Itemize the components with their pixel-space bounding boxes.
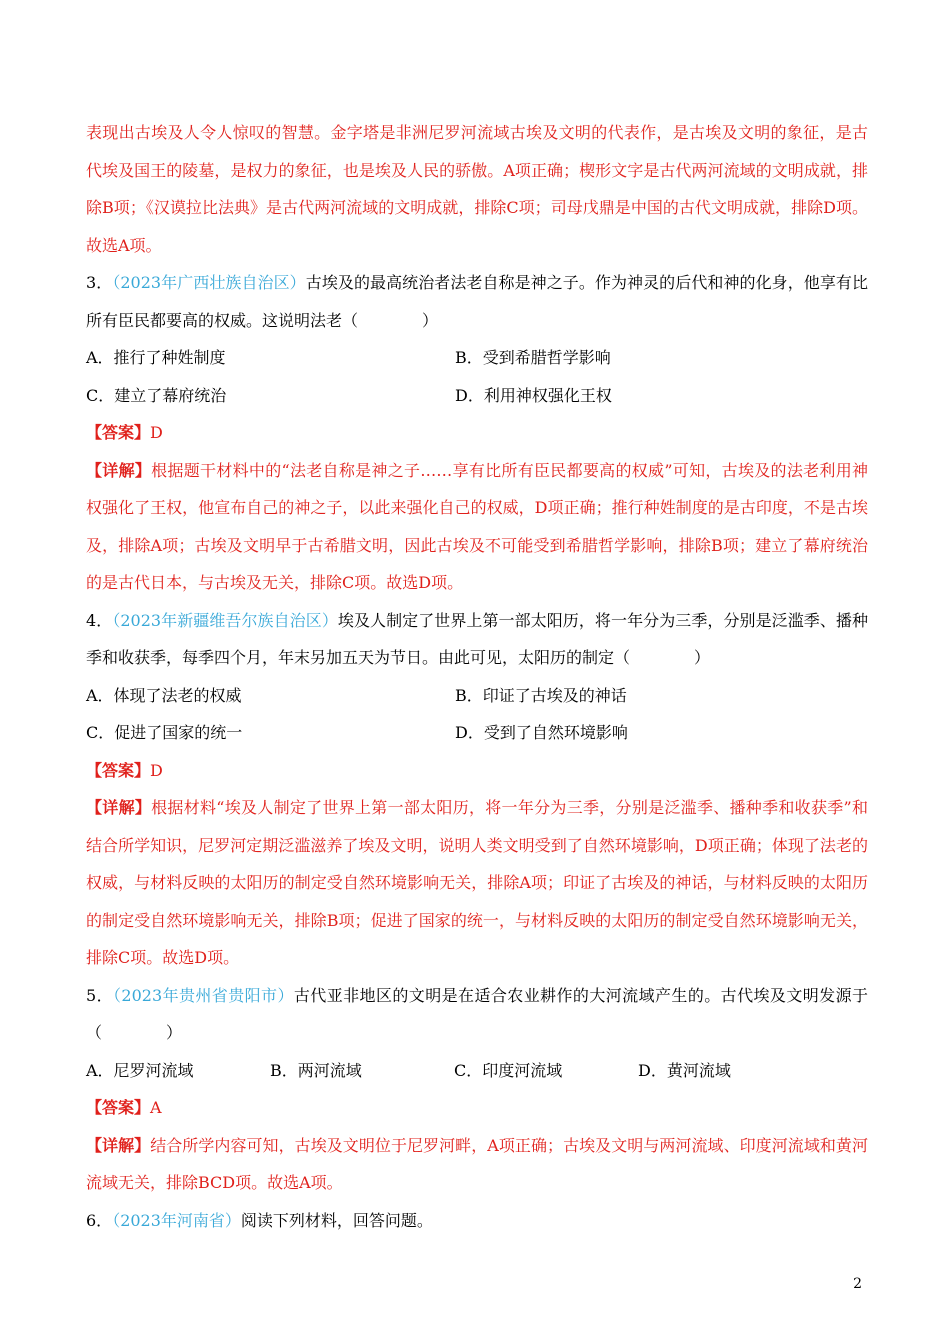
source-tag: （2023年贵州省贵阳市）: [113, 985, 294, 1005]
options-row: [86, 377, 868, 415]
option-b: B．印证了古埃及的神话: [455, 685, 627, 705]
source-tag: （2023年新疆维吾尔族自治区）: [112, 610, 338, 630]
option-c: C．促进了国家的统一: [86, 723, 243, 742]
question-4: [86, 602, 868, 977]
options-row: [86, 677, 868, 715]
detail-text: 根据题干材料中的“法老自称是神之子……享有比所有臣民都要高的权威”可知，古埃及的法老利用神权强化了王权，他宣布自己的神之子，以此来强化自己的权威，D项正确；推行种姓制度的是古印度，不是古埃及，排除A项；古埃及文明早于古希腊文明，因此古埃及不可能受到希腊哲学影响，排除B项；建立了幕府统治的是古代日本，与古埃及无关，排除C项。故选D项。: [86, 460, 868, 592]
option-d: D．受到了自然环境影响: [455, 723, 628, 742]
options-row: [86, 714, 868, 752]
detail-text: 结合所学内容可知，古埃及文明位于尼罗河畔，A项正确；古埃及文明与两河流域、印度河流域和黄河流域无关，排除BCD项。故选A项。: [86, 1135, 868, 1192]
option-a: A．尼罗河流域: [86, 1060, 194, 1080]
detail-paragraph: [86, 452, 868, 602]
source-tag: （2023年河南省）: [112, 1210, 241, 1230]
answer-value: D: [150, 423, 163, 442]
answer-line: [86, 752, 868, 790]
answer-label: 【答案】: [86, 1098, 151, 1117]
question-3: [86, 264, 868, 602]
page-number: 2: [853, 1276, 862, 1292]
detail-text: 根据材料“埃及人制定了世界上第一部太阳历，将一年分为三季，分别是泛滥季、播种季和收获季”和结合所学知识，尼罗河定期泛滥滋养了埃及文明，说明人类文明受到了自然环境影响，D项正确；体现了法老的权威，与材料反映的太阳历的制定受自然环境影响无关，排除A项；印证了古埃及的神话，与材料反映的太阳历的制定受自然环境影响无关，排除B项；促进了国家的统一，与材料反映的太阳历的制定受自然环境影响无关，排除C项。故选D项。: [86, 798, 868, 967]
carryover-explanation: 表现出古埃及人令人惊叹的智慧。金字塔是非洲尼罗河流域古埃及文明的代表作，是古埃及文明的象征，是古代埃及国王的陵墓，是权力的象征，也是埃及人民的骄傲。A项正确；楔形文字是古代两河流域的文明成就，排除B项；《汉谟拉比法典》是古代两河流域的文明成就，排除C项；司母戊鼎是中国的古代文明成就，排除D项。故选A项。: [86, 123, 868, 255]
question-number: 4．: [86, 610, 113, 630]
option-b: B．两河流域: [270, 1060, 362, 1080]
stem-text: 古代亚非地区的文明是在适合农业耕作的大河流域产生的。古代埃及文明发源于（ ）: [86, 985, 868, 1042]
answer-label: 【答案】: [86, 423, 151, 442]
detail-paragraph: [86, 1127, 868, 1202]
detail-label: 【详解】: [86, 460, 152, 480]
source-tag: （2023年广西壮族自治区）: [112, 273, 306, 292]
question-number: 3．: [86, 273, 113, 292]
answer-label: 【答案】: [86, 760, 151, 780]
stem-text: 阅读下列材料，回答问题。: [240, 1210, 433, 1230]
question-6: [86, 1202, 868, 1240]
stem-text: 古埃及的最高统治者法老自称是神之子。作为神灵的后代和神的化身，他享有比所有臣民都要高的权威。这说明法老（ ）: [86, 273, 868, 330]
question-number: 6．: [86, 1210, 113, 1230]
detail-label: 【详解】: [86, 1135, 151, 1155]
option-a: A．体现了法老的权威: [86, 685, 242, 705]
question-stem: [86, 264, 868, 339]
stem-text: 埃及人制定了世界上第一部太阳历，将一年分为三季，分别是泛滥季、播种季和收获季，每季四个月，年末另加五天为节日。由此可见，太阳历的制定（ ）: [86, 610, 868, 667]
option-d: D．利用神权强化王权: [455, 385, 612, 405]
detail-label: 【详解】: [86, 798, 152, 817]
answer-line: [86, 1089, 868, 1127]
question-number: 5．: [86, 985, 114, 1005]
question-stem: [86, 1202, 868, 1240]
question-stem: [86, 977, 868, 1052]
answer-line: [86, 414, 868, 452]
option-c: C．建立了幕府统治: [86, 385, 227, 405]
options-row: [86, 1052, 868, 1090]
answer-value: D: [150, 760, 163, 780]
question-stem: [86, 602, 868, 677]
document-page: [86, 114, 868, 1239]
options-row: [86, 339, 868, 377]
option-c: C．印度河流域: [454, 1060, 563, 1080]
option-a: A．推行了种姓制度: [86, 348, 226, 367]
option-b: B．受到希腊哲学影响: [455, 348, 611, 367]
answer-value: A: [150, 1098, 162, 1117]
detail-paragraph: [86, 789, 868, 977]
option-d: D．黄河流域: [638, 1060, 731, 1080]
question-5: [86, 977, 868, 1202]
